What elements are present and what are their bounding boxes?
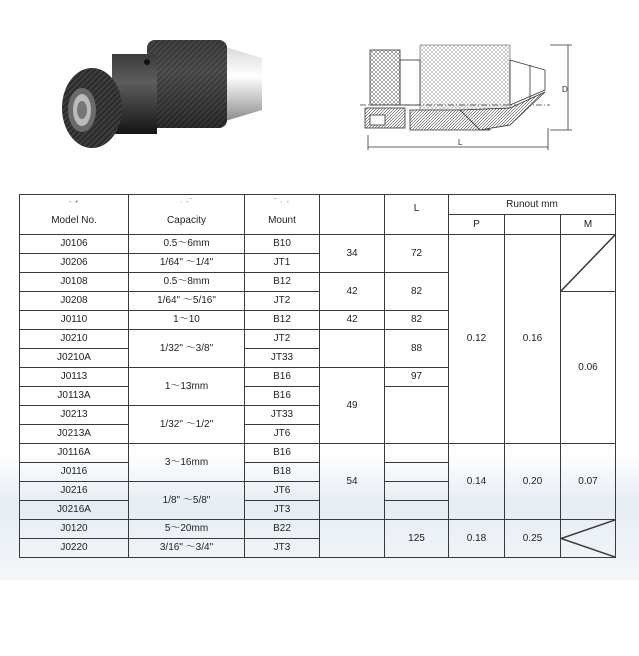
header-runout: Runout mm xyxy=(449,195,616,215)
cell-l xyxy=(385,501,449,520)
cell-model: J0106 xyxy=(20,235,129,254)
cell-capacity: 3/16" ～3/4" xyxy=(129,539,245,558)
cell-mount: JT33 xyxy=(245,406,320,425)
cell-d xyxy=(320,520,385,558)
cell-runout-p: 0.18 xyxy=(449,520,505,558)
spec-table xyxy=(19,194,616,558)
cell-runout-2: 0.25 xyxy=(505,520,561,558)
cell-model: J0220 xyxy=(20,539,129,558)
cell-l xyxy=(385,463,449,482)
cell-capacity: 1/32" ～3/8" xyxy=(129,330,245,368)
cell-capacity: 1/8" ～5/8" xyxy=(129,482,245,520)
cell-capacity: 1/32" ～1/2" xyxy=(129,406,245,444)
cell-runout-p: 0.12 xyxy=(449,235,505,444)
cell-capacity: 0.5～8mm xyxy=(129,273,245,292)
table-row xyxy=(20,520,616,539)
cell-mount: B12 xyxy=(245,311,320,330)
header-m: M xyxy=(561,215,616,235)
header-capacity: · -‾ Capacity xyxy=(129,195,245,235)
cell-model: J0108 xyxy=(20,273,129,292)
cell-runout-m: 0.06 xyxy=(561,292,616,444)
cell-mount: JT2 xyxy=(245,292,320,311)
chuck-technical-drawing xyxy=(350,30,590,160)
cell-model: J0113A xyxy=(20,387,129,406)
cell-model: J0213 xyxy=(20,406,129,425)
cell-runout-m-diagonal xyxy=(561,520,616,558)
cell-model: J0120 xyxy=(20,520,129,539)
cell-model: J0206 xyxy=(20,254,129,273)
cell-mount: JT2 xyxy=(245,330,320,349)
cell-model: J0113 xyxy=(20,368,129,387)
table-row xyxy=(20,235,616,254)
cell-model: J0116 xyxy=(20,463,129,482)
cell-d: 42 xyxy=(320,311,385,330)
cell-l xyxy=(385,482,449,501)
header-l: L xyxy=(385,195,449,235)
header-mount: ‾ · - Mount xyxy=(245,195,320,235)
cell-l: 88 xyxy=(385,330,449,368)
cell-model: J0213A xyxy=(20,425,129,444)
cell-model: J0208 xyxy=(20,292,129,311)
cell-l: 97 xyxy=(385,368,449,387)
cell-capacity: 1～13mm xyxy=(129,368,245,406)
cell-mount: JT3 xyxy=(245,501,320,520)
cell-mount: B16 xyxy=(245,387,320,406)
cell-mount: JT6 xyxy=(245,425,320,444)
cell-model: J0210 xyxy=(20,330,129,349)
cell-l: 72 xyxy=(385,235,449,273)
cell-mount: JT6 xyxy=(245,482,320,501)
cell-capacity: 1/64" ～5/16" xyxy=(129,292,245,311)
dim-label-d: D xyxy=(562,85,568,94)
cell-l xyxy=(385,444,449,463)
table-row xyxy=(20,444,616,463)
cell-d: 34 xyxy=(320,235,385,273)
cell-model: J0210A xyxy=(20,349,129,368)
drill-chuck-photo xyxy=(52,18,272,168)
cell-mount: B10 xyxy=(245,235,320,254)
cell-l xyxy=(385,387,449,444)
cell-capacity: 1/64" ～1/4" xyxy=(129,254,245,273)
cell-d xyxy=(320,330,385,368)
cell-runout-m: 0.07 xyxy=(561,444,616,520)
header-model-no: - • Model No. xyxy=(20,195,129,235)
cell-model: J0216 xyxy=(20,482,129,501)
cell-l: 82 xyxy=(385,273,449,311)
cell-mount: B22 xyxy=(245,520,320,539)
cell-mount: JT1 xyxy=(245,254,320,273)
cell-model: J0110 xyxy=(20,311,129,330)
cell-capacity: 5～20mm xyxy=(129,520,245,539)
cell-runout-m-diagonal xyxy=(561,235,616,292)
cell-d: 42 xyxy=(320,273,385,311)
cell-capacity: 1～10 xyxy=(129,311,245,330)
cell-runout-2: 0.16 xyxy=(505,235,561,444)
cell-model: J0116A xyxy=(20,444,129,463)
cell-capacity: 0.5～6mm xyxy=(129,235,245,254)
cell-model: J0216A xyxy=(20,501,129,520)
cell-runout-2: 0.20 xyxy=(505,444,561,520)
header-p: P xyxy=(449,215,505,235)
cell-mount: JT3 xyxy=(245,539,320,558)
cell-mount: B16 xyxy=(245,368,320,387)
cell-capacity: 3～16mm xyxy=(129,444,245,482)
dim-label-l: L xyxy=(458,138,463,147)
cell-runout-p: 0.14 xyxy=(449,444,505,520)
cell-l: 82 xyxy=(385,311,449,330)
cell-mount: B16 xyxy=(245,444,320,463)
cell-mount: B18 xyxy=(245,463,320,482)
cell-l: 125 xyxy=(385,520,449,558)
header-d xyxy=(320,195,385,235)
cell-d: 54 xyxy=(320,444,385,520)
cell-mount: JT33 xyxy=(245,349,320,368)
cell-d: 49 xyxy=(320,368,385,444)
cell-mount: B12 xyxy=(245,273,320,292)
header-blank xyxy=(505,215,561,235)
